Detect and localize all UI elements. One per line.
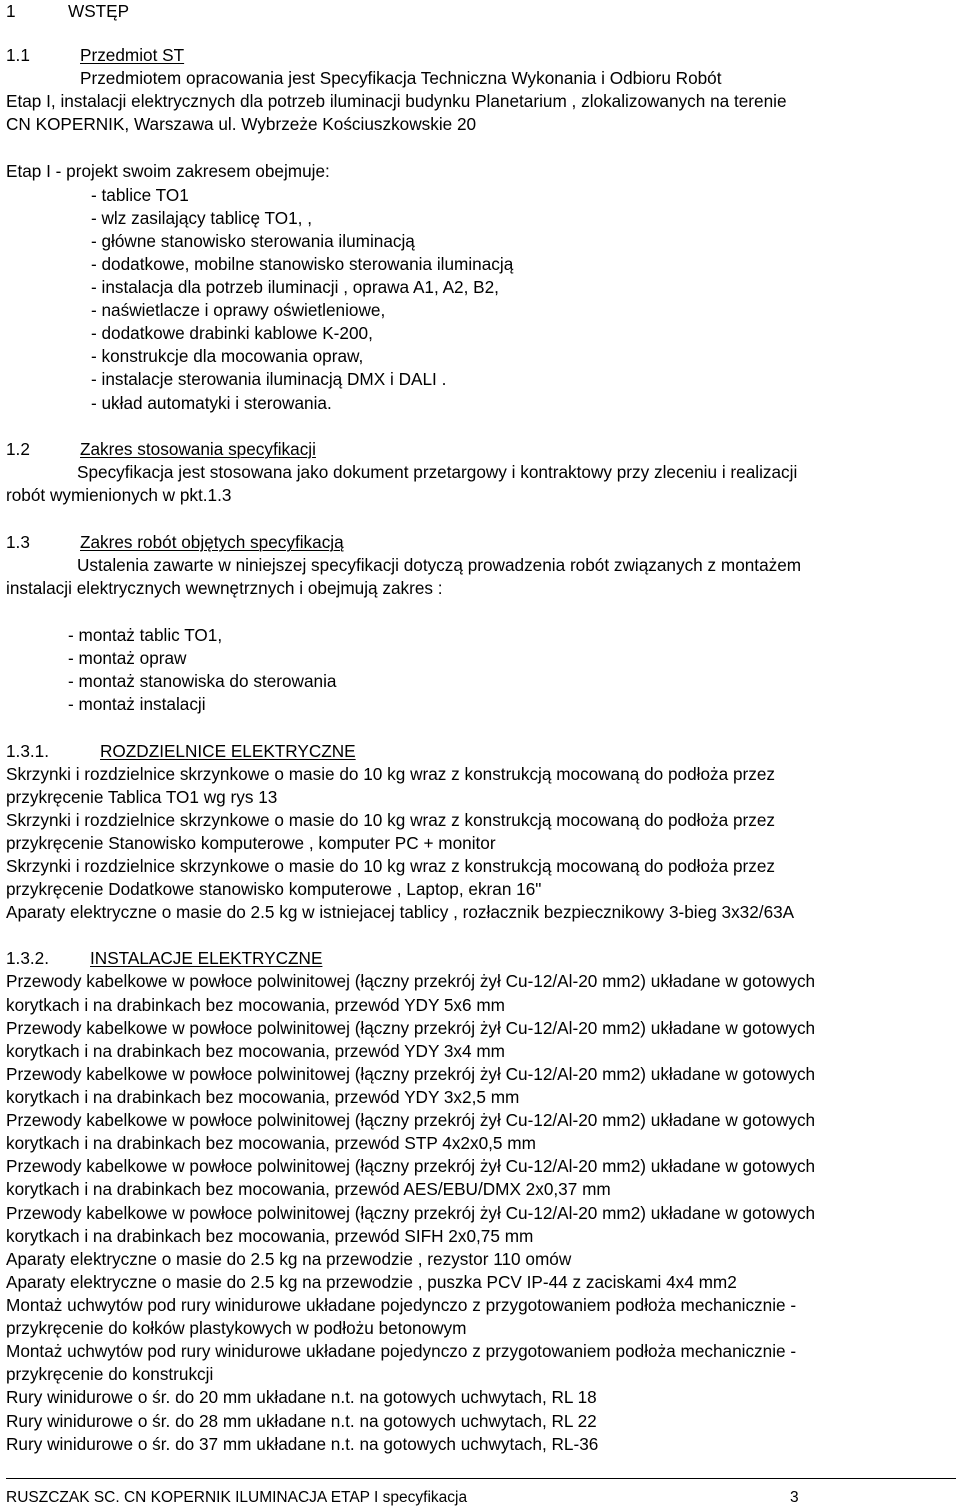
list-item: - dodatkowe drabinki kablowe K-200, (91, 323, 373, 343)
paragraph-line: Aparaty elektryczne o masie do 2.5 kg w istniejacej tablicy , rozłacznik bezpiecznikowy 3-bieg 3x32/63A (6, 902, 795, 922)
paragraph-line: Przewody kabelkowe w powłoce polwinitowej (łączny przekrój żył Cu-12/Al-20 mm2) układane w gotowych (6, 1064, 816, 1084)
paragraph-line: Przewody kabelkowe w powłoce polwinitowej (łączny przekrój żył Cu-12/Al-20 mm2) układane w gotowych (6, 1156, 816, 1176)
section-title: WSTĘP (68, 1, 130, 21)
paragraph-line: Skrzynki i rozdzielnice skrzynkowe o masie do 10 kg wraz z konstrukcją mocowaną do podłoża przez (6, 764, 775, 784)
list-item: - montaż opraw (68, 648, 187, 668)
paragraph-line: przykręcenie Tablica TO1 wg rys 13 (6, 787, 278, 807)
paragraph-line: Rury winidurowe o śr. do 37 mm układane n.t. na gotowych uchwytach, RL-36 (6, 1434, 599, 1454)
list-item: - wlz zasilający tablicę TO1, , (91, 208, 312, 228)
paragraph-line: CN KOPERNIK, Warszawa ul. Wybrzeże Kościuszkowskie 20 (6, 114, 477, 134)
heading-section-1-2 (6, 438, 316, 461)
paragraph-line: przykręcenie do kołków plastykowych w podłożu betonowym (6, 1318, 467, 1338)
section-title: Zakres robót objętych specyfikacją (80, 532, 344, 552)
heading-section-1 (6, 0, 129, 23)
paragraph-line: korytkach i na drabinkach bez mocowania, przewód STP 4x2x0,5 mm (6, 1133, 536, 1153)
list-item: - montaż stanowiska do sterowania (68, 671, 337, 691)
paragraph-line: Przewody kabelkowe w powłoce polwinitowej (łączny przekrój żył Cu-12/Al-20 mm2) układane w gotowych (6, 1018, 816, 1038)
list-item: - dodatkowe, mobilne stanowisko sterowania iluminacją (91, 254, 514, 274)
list-item: - instalacje sterowania iluminacją DMX i DALI . (91, 369, 447, 389)
paragraph-line: korytkach i na drabinkach bez mocowania, przewód YDY 3x4 mm (6, 1041, 505, 1061)
paragraph-line: korytkach i na drabinkach bez mocowania, przewód YDY 5x6 mm (6, 995, 505, 1015)
paragraph-line: Przedmiotem opracowania jest Specyfikacja Techniczna Wykonania i Odbioru Robót (80, 68, 722, 88)
section-number: 1.2 (6, 439, 30, 459)
paragraph-line: Ustalenia zawarte w niniejszej specyfikacji dotyczą prowadzenia robót związanych z montażem (77, 555, 802, 575)
list-item: - tablice TO1 (91, 185, 189, 205)
heading-section-1-1 (6, 44, 184, 67)
list-item: - montaż instalacji (68, 694, 206, 714)
paragraph-line: Montaż uchwytów pod rury winidurowe układane pojedynczo z przygotowaniem podłoża mechanicznie - (6, 1341, 797, 1361)
section-title: Przedmiot ST (80, 45, 185, 65)
paragraph-line: przykręcenie Dodatkowe stanowisko komputerowe , Laptop, ekran 16" (6, 879, 542, 899)
paragraph-line: Skrzynki i rozdzielnice skrzynkowe o masie do 10 kg wraz z konstrukcją mocowaną do podłoża przez (6, 810, 775, 830)
paragraph-line: Aparaty elektryczne o masie do 2.5 kg na przewodzie , rezystor 110 omów (6, 1249, 572, 1269)
heading-section-1-3-1 (6, 740, 356, 763)
paragraph-line: przykręcenie do konstrukcji (6, 1364, 214, 1384)
paragraph-line: Aparaty elektryczne o masie do 2.5 kg na przewodzie , puszka PCV IP-44 z zaciskami 4x4 mm2 (6, 1272, 737, 1292)
footer-divider (6, 1478, 956, 1479)
paragraph-line: korytkach i na drabinkach bez mocowania, przewód SIFH 2x0,75 mm (6, 1226, 534, 1246)
paragraph-line: Przewody kabelkowe w powłoce polwinitowej (łączny przekrój żył Cu-12/Al-20 mm2) układane w gotowych (6, 1203, 816, 1223)
list-item: - instalacja dla potrzeb iluminacji , oprawa A1, A2, B2, (91, 277, 499, 297)
paragraph-line: Rury winidurowe o śr. do 28 mm układane n.t. na gotowych uchwytach, RL 22 (6, 1411, 597, 1431)
paragraph-line: Montaż uchwytów pod rury winidurowe układane pojedynczo z przygotowaniem podłoża mechanicznie - (6, 1295, 797, 1315)
section-title: ROZDZIELNICE ELEKTRYCZNE (100, 741, 356, 761)
page-footer (6, 1488, 799, 1508)
paragraph-line: korytkach i na drabinkach bez mocowania, przewód AES/EBU/DMX 2x0,37 mm (6, 1179, 611, 1199)
list-item: - układ automatyki i sterowania. (91, 393, 332, 413)
section-number: 1.3.2. (6, 948, 50, 968)
heading-section-1-3-2 (6, 947, 322, 970)
paragraph-line: Przewody kabelkowe w powłoce polwinitowej (łączny przekrój żył Cu-12/Al-20 mm2) układane w gotowych (6, 1110, 816, 1130)
paragraph-line: Etap I, instalacji elektrycznych dla potrzeb iluminacji budynku Planetarium , zlokalizowanych na terenie (6, 91, 787, 111)
list-item: - naświetlacze i oprawy oświetleniowe, (91, 300, 386, 320)
paragraph-line: robót wymienionych w pkt.1.3 (6, 485, 232, 505)
paragraph-line: Rury winidurowe o śr. do 20 mm układane n.t. na gotowych uchwytach, RL 18 (6, 1387, 597, 1407)
paragraph-line: przykręcenie Stanowisko komputerowe , komputer PC + monitor (6, 833, 496, 853)
list-item: - montaż tablic TO1, (68, 625, 223, 645)
section-title: INSTALACJE ELEKTRYCZNE (90, 948, 323, 968)
paragraph-line: Skrzynki i rozdzielnice skrzynkowe o masie do 10 kg wraz z konstrukcją mocowaną do podłoża przez (6, 856, 775, 876)
heading-section-1-3 (6, 531, 344, 554)
section-number: 1 (6, 1, 16, 21)
paragraph-line: korytkach i na drabinkach bez mocowania, przewód YDY 3x2,5 mm (6, 1087, 520, 1107)
section-number: 1.3.1. (6, 741, 50, 761)
section-title: Zakres stosowania specyfikacji (80, 439, 316, 459)
footer-text: RUSZCZAK SC. CN KOPERNIK ILUMINACJA ETAP I specyfikacja (6, 1489, 468, 1506)
list-item: - konstrukcje dla mocowania opraw, (91, 346, 364, 366)
section-number: 1.3 (6, 532, 30, 552)
paragraph-line: Specyfikacja jest stosowana jako dokument przetargowy i kontraktowy przy zleceniu i realizacji (77, 462, 798, 482)
etap-intro: Etap I - projekt swoim zakresem obejmuje: (6, 161, 330, 181)
list-item: - główne stanowisko sterowania iluminacją (91, 231, 415, 251)
paragraph-line: instalacji elektrycznych wewnętrznych i obejmują zakres : (6, 578, 443, 598)
section-number: 1.1 (6, 45, 30, 65)
page-number: 3 (790, 1489, 799, 1506)
paragraph-line: Przewody kabelkowe w powłoce polwinitowej (łączny przekrój żył Cu-12/Al-20 mm2) układane w gotowych (6, 971, 816, 991)
